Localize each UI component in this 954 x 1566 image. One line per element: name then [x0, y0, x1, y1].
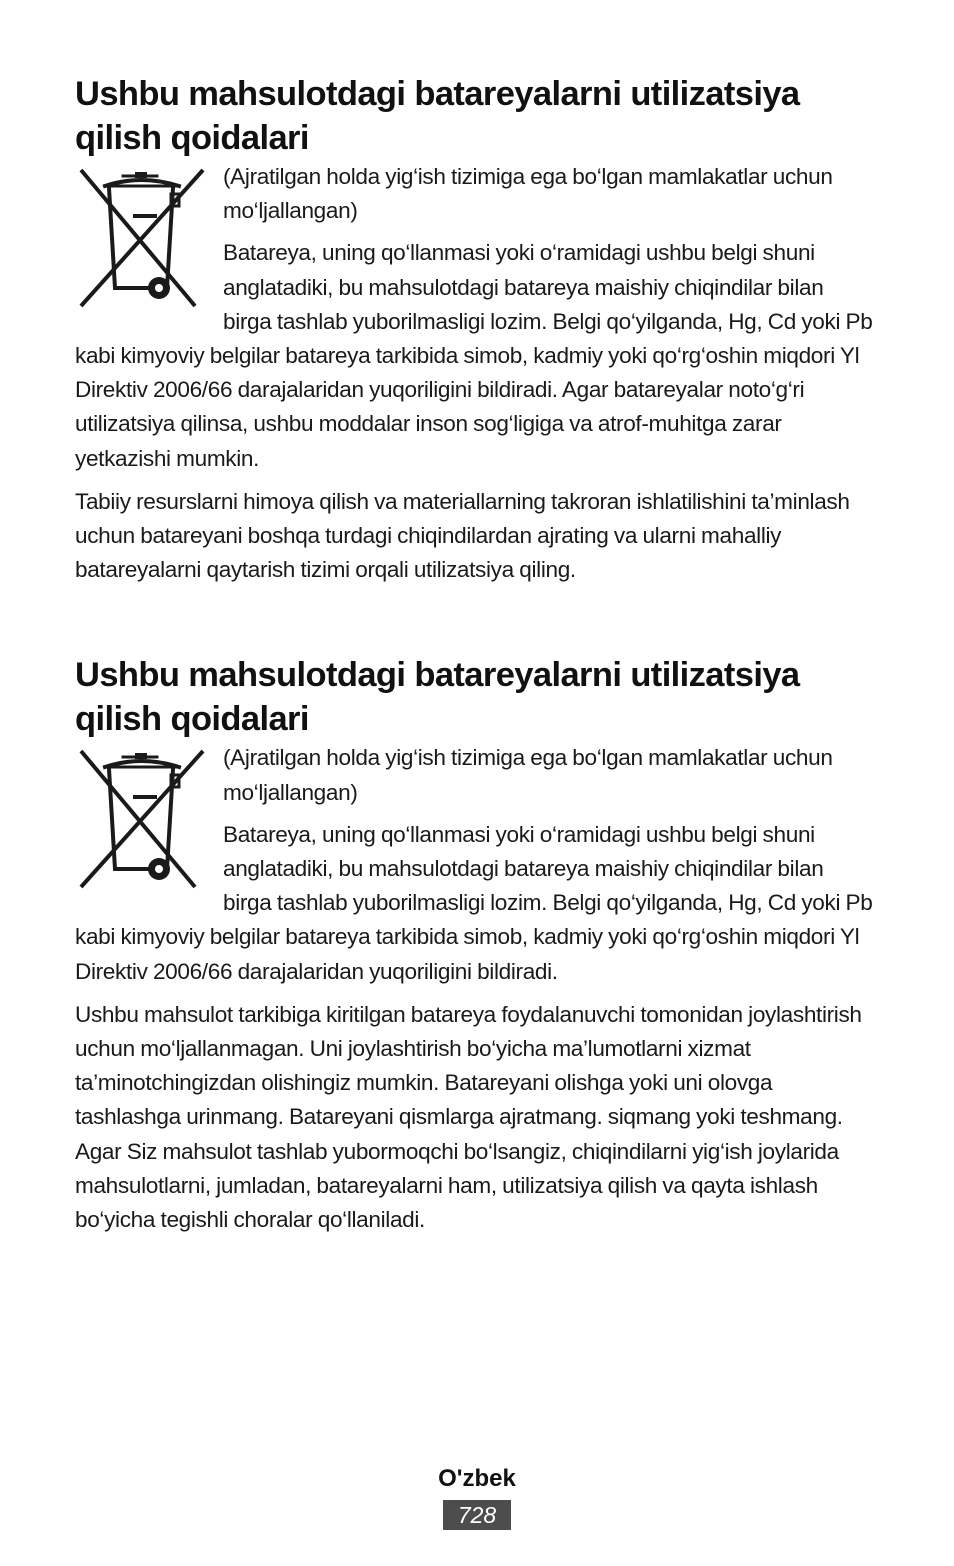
- page-number-badge: 728: [443, 1500, 511, 1530]
- section-body: [75, 741, 875, 1237]
- battery-disposal-section-2: [75, 653, 875, 1237]
- section-paragraph: Batareya, uning qo‘llanmasi yoki o‘ramidagi ushbu belgi shuni anglatadiki, bu mahsulotdagi batareya maishiy chiqindilar bilan birga tashlab yuborilmasligi lozim. Belgi qo‘yilganda, Hg, Cd yoki Pb kabi kimyoviy belgilar batareya tarkibida simob, kadmiy yoki qo‘rg‘oshin miqdori Yl Direktiv 2006/66 darajalaridan yuqoriligini bildiradi. Agar batareyalar noto‘g‘ri utilizatsiya qilinsa, ushbu moddalar inson sog‘ligiga va atrof-muhitga zarar yetkazishi mumkin.: [75, 240, 873, 471]
- section-paragraph: Ushbu mahsulot tarkibiga kiritilgan batareya foydalanuvchi tomonidan joylashtirish uchun mo‘ljallanmagan. Uni joylashtirish bo‘yicha ma’lumotlarni xizmat ta’minotchingizdan olishingiz mumkin. Batareyani olishga yoki uni olovga tashlashga urinmang. Batareyani qismlarga ajratmang. siqmang yoki teshmang. Agar Siz mahsulot tashlab yubormoqchi bo‘lsangiz, chiqindilarni yig‘ish joylarida mahsulotlarni, jumladan, batareyalarni ham, utilizatsiya qilish va qayta ishlash bo‘yicha tegishli choralar qo‘llaniladi.: [75, 1001, 862, 1233]
- section-body: [75, 160, 875, 587]
- battery-disposal-section-1: [75, 72, 875, 587]
- section-paragraph: Tabiiy resurslarni himoya qilish va materiallarning takroran ishlatilishini ta’minlash uchun batareyani boshqa turdagi chiqindilardan ajrating va ularni mahalliy batareyalarni qaytarish tizimi orqali utilizatsiya qiling.: [75, 488, 850, 583]
- section-intro: (Ajratilgan holda yig‘ish tizimiga ega bo‘lgan mamlakatlar uchun mo‘ljallangan): [223, 164, 833, 224]
- document-page: [75, 72, 875, 1237]
- page-footer: [0, 1462, 954, 1530]
- section-heading: Ushbu mahsulotdagi batareyalarni utilizatsiya qilish qoidalari: [75, 75, 800, 157]
- crossed-out-wheelie-bin-icon: [75, 745, 207, 893]
- section-intro: (Ajratilgan holda yig‘ish tizimiga ega bo‘lgan mamlakatlar uchun mo‘ljallangan): [223, 745, 833, 805]
- footer-language: O'zbek: [438, 1465, 516, 1492]
- section-heading: Ushbu mahsulotdagi batareyalarni utilizatsiya qilish qoidalari: [75, 656, 800, 739]
- section-paragraph: Batareya, uning qo‘llanmasi yoki o‘ramidagi ushbu belgi shuni anglatadiki, bu mahsulotdagi batareya maishiy chiqindilar bilan birga tashlab yuborilmasligi lozim. Belgi qo‘yilganda, Hg, Cd yoki Pb kabi kimyoviy belgilar batareya tarkibida simob, kadmiy yoki qo‘rg‘oshin miqdori Yl Direktiv 2006/66 darajalaridan yuqoriligini bildiradi.: [75, 821, 873, 984]
- crossed-out-wheelie-bin-icon: [75, 164, 207, 312]
